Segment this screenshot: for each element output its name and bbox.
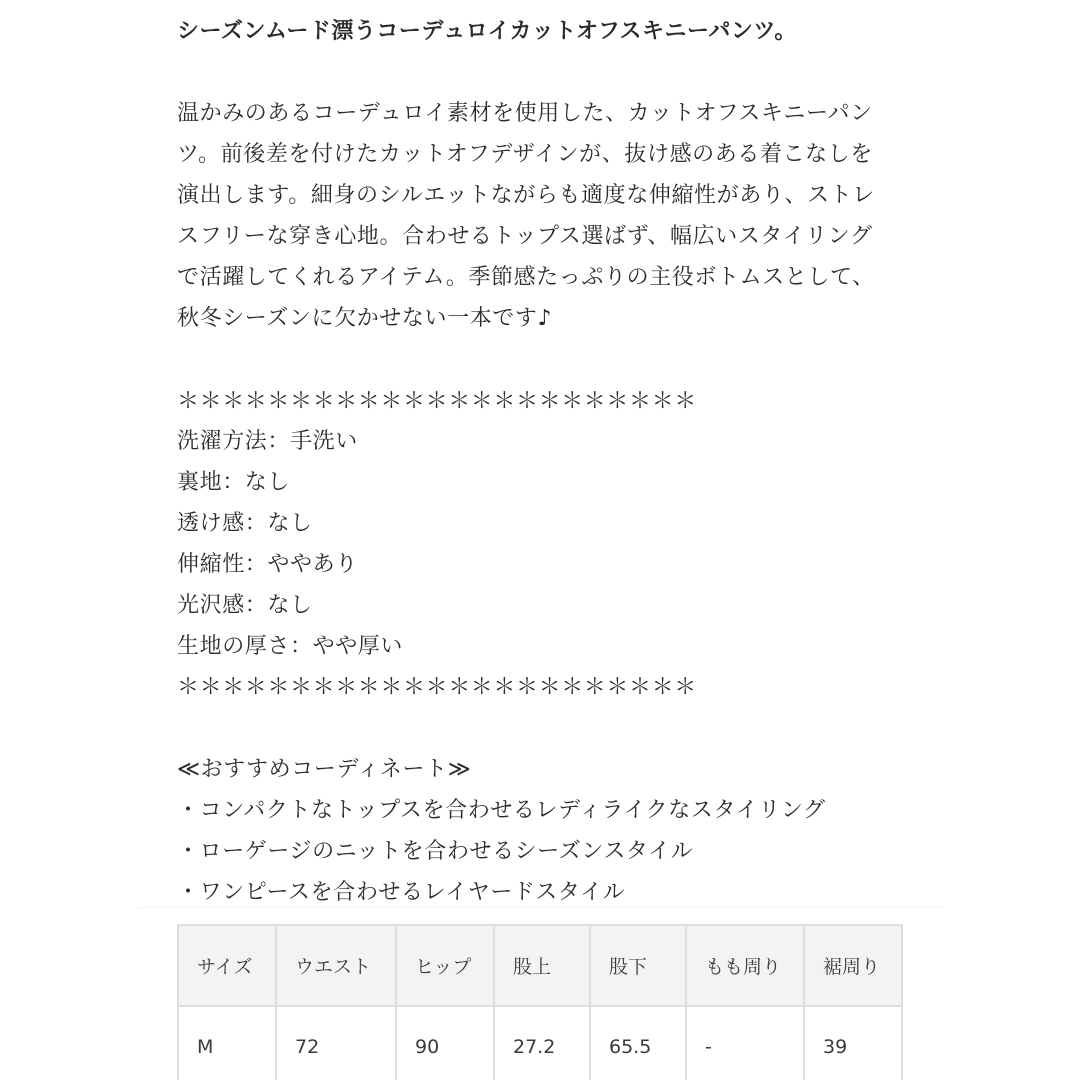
description-title: シーズンムード漂うコーデュロイカットオフスキニーパンツ。 (177, 19, 797, 44)
cell-waist: 72 (276, 1006, 396, 1080)
cell-hip: 90 (396, 1006, 494, 1080)
body-line: ツ。前後差を付けたカットオフデザインが、抜け感のある着こなしを (177, 142, 873, 167)
body-line: で活躍してくれるアイテム。季節感たっぷりの主役ボトムスとして、 (177, 265, 875, 290)
cell-inseam: 65.5 (590, 1006, 686, 1080)
table-header-row (178, 925, 902, 1006)
cell-rise: 27.2 (494, 1006, 590, 1080)
header-rise: 股上 (494, 925, 590, 1006)
spec-separator-top: ＊＊＊＊＊＊＊＊＊＊＊＊＊＊＊＊＊＊＊＊＊＊＊ (177, 389, 697, 414)
header-hip: ヒップ (396, 925, 494, 1006)
header-waist: ウエスト (276, 925, 396, 1006)
table-row (178, 1006, 902, 1080)
body-line: 演出します。細身のシルエットながらも適度な伸縮性があり、ストレ (177, 183, 875, 208)
spec-item: 伸縮性：ややあり (177, 552, 358, 577)
spec-item: 光沢感：なし (177, 593, 313, 618)
spec-item: 生地の厚さ：やや厚い (177, 634, 404, 659)
cell-hem: 39 (804, 1006, 902, 1080)
header-hem: 裾周り (804, 925, 902, 1006)
coordinate-item: ・コンパクトなトップスを合わせるレディライクなスタイリング (177, 798, 826, 823)
spec-item: 透け感：なし (177, 511, 313, 536)
body-line: 温かみのあるコーデュロイ素材を使用した、カットオフスキニーパン (177, 101, 873, 126)
header-inseam: 股下 (590, 925, 686, 1006)
cell-size: M (178, 1006, 276, 1080)
coordinate-heading: ≪おすすめコーディネート≫ (177, 757, 472, 782)
spec-item: 洗濯方法：手洗い (177, 429, 358, 454)
body-line: スフリーな穿き心地。合わせるトップス選ばず、幅広いスタイリング (177, 224, 873, 249)
coordinate-item: ・ローゲージのニットを合わせるシーズンスタイル (177, 839, 694, 864)
spec-separator-bottom: ＊＊＊＊＊＊＊＊＊＊＊＊＊＊＊＊＊＊＊＊＊＊＊ (177, 675, 697, 700)
cell-thigh: - (686, 1006, 804, 1080)
body-line: 秋冬シーズンに欠かせない一本です♪ (177, 306, 553, 331)
coordinate-item: ・ワンピースを合わせるレイヤードスタイル (177, 880, 626, 905)
header-thigh: もも周り (686, 925, 804, 1006)
size-table (177, 924, 903, 1080)
section-divider (138, 906, 944, 910)
spec-item: 裏地：なし (177, 470, 291, 495)
header-size: サイズ (178, 925, 276, 1006)
